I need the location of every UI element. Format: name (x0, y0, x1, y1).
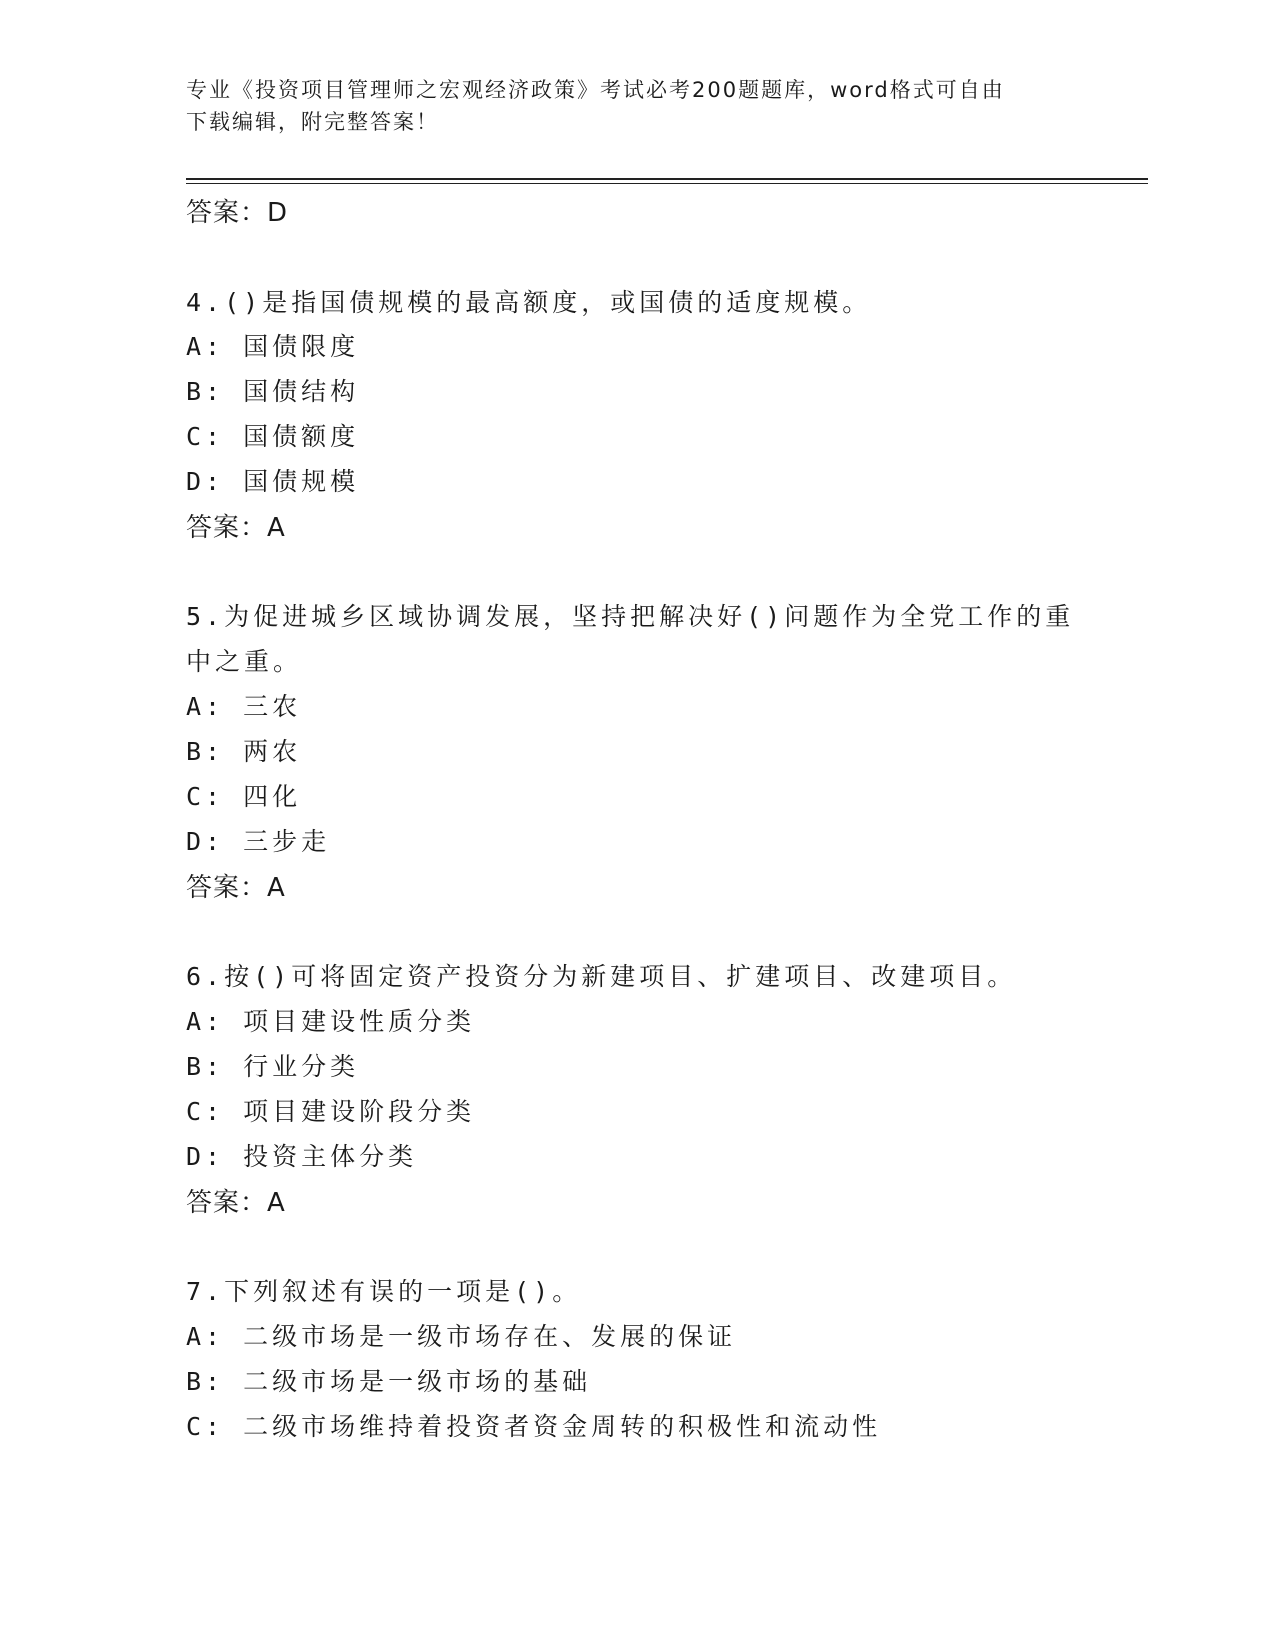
question-5-option-d: D: 三步走 (186, 827, 331, 856)
header-line-1: 专业《投资项目管理师之宏观经济政策》考试必考200题题库，word格式可自由 (186, 78, 1005, 102)
document-header (186, 74, 1066, 138)
header-rule-thick (186, 178, 1148, 180)
previous-answer: 答案：D (186, 198, 289, 228)
question-5-option-a: A: 三农 (186, 692, 302, 721)
question-5-stem-line-2: 中之重。 (186, 647, 303, 676)
header-line-2: 下载编辑，附完整答案！ (186, 110, 439, 134)
question-7-option-b: B: 二级市场是一级市场的基础 (186, 1367, 592, 1396)
header-rule-thin (186, 183, 1148, 184)
question-6-option-d: D: 投资主体分类 (186, 1142, 418, 1171)
question-4-answer: 答案：A (186, 513, 286, 543)
question-6-option-b: B: 行业分类 (186, 1052, 360, 1081)
question-5-option-b: B: 两农 (186, 737, 302, 766)
question-6-stem: 6.按()可将固定资产投资分为新建项目、扩建项目、改建项目。 (186, 962, 1017, 991)
question-4-option-b: B: 国债结构 (186, 377, 360, 406)
question-6-answer: 答案：A (186, 1188, 286, 1218)
question-6-option-c: C: 项目建设阶段分类 (186, 1097, 476, 1126)
question-5-stem-line-1: 5.为促进城乡区域协调发展，坚持把解决好()问题作为全党工作的重 (186, 602, 1075, 631)
question-7-option-c: C: 二级市场维持着投资者资金周转的积极性和流动性 (186, 1412, 882, 1441)
question-4-stem: 4.()是指国债规模的最高额度，或国债的适度规模。 (186, 288, 872, 317)
question-5-option-c: C: 四化 (186, 782, 302, 811)
question-5-answer: 答案：A (186, 873, 286, 903)
question-4-option-a: A: 国债限度 (186, 332, 360, 361)
question-7-stem: 7.下列叙述有误的一项是()。 (186, 1277, 582, 1306)
question-7-option-a: A: 二级市场是一级市场存在、发展的保证 (186, 1322, 737, 1351)
question-6-option-a: A: 项目建设性质分类 (186, 1007, 476, 1036)
question-4-option-d: D: 国债规模 (186, 467, 360, 496)
question-4-option-c: C: 国债额度 (186, 422, 360, 451)
